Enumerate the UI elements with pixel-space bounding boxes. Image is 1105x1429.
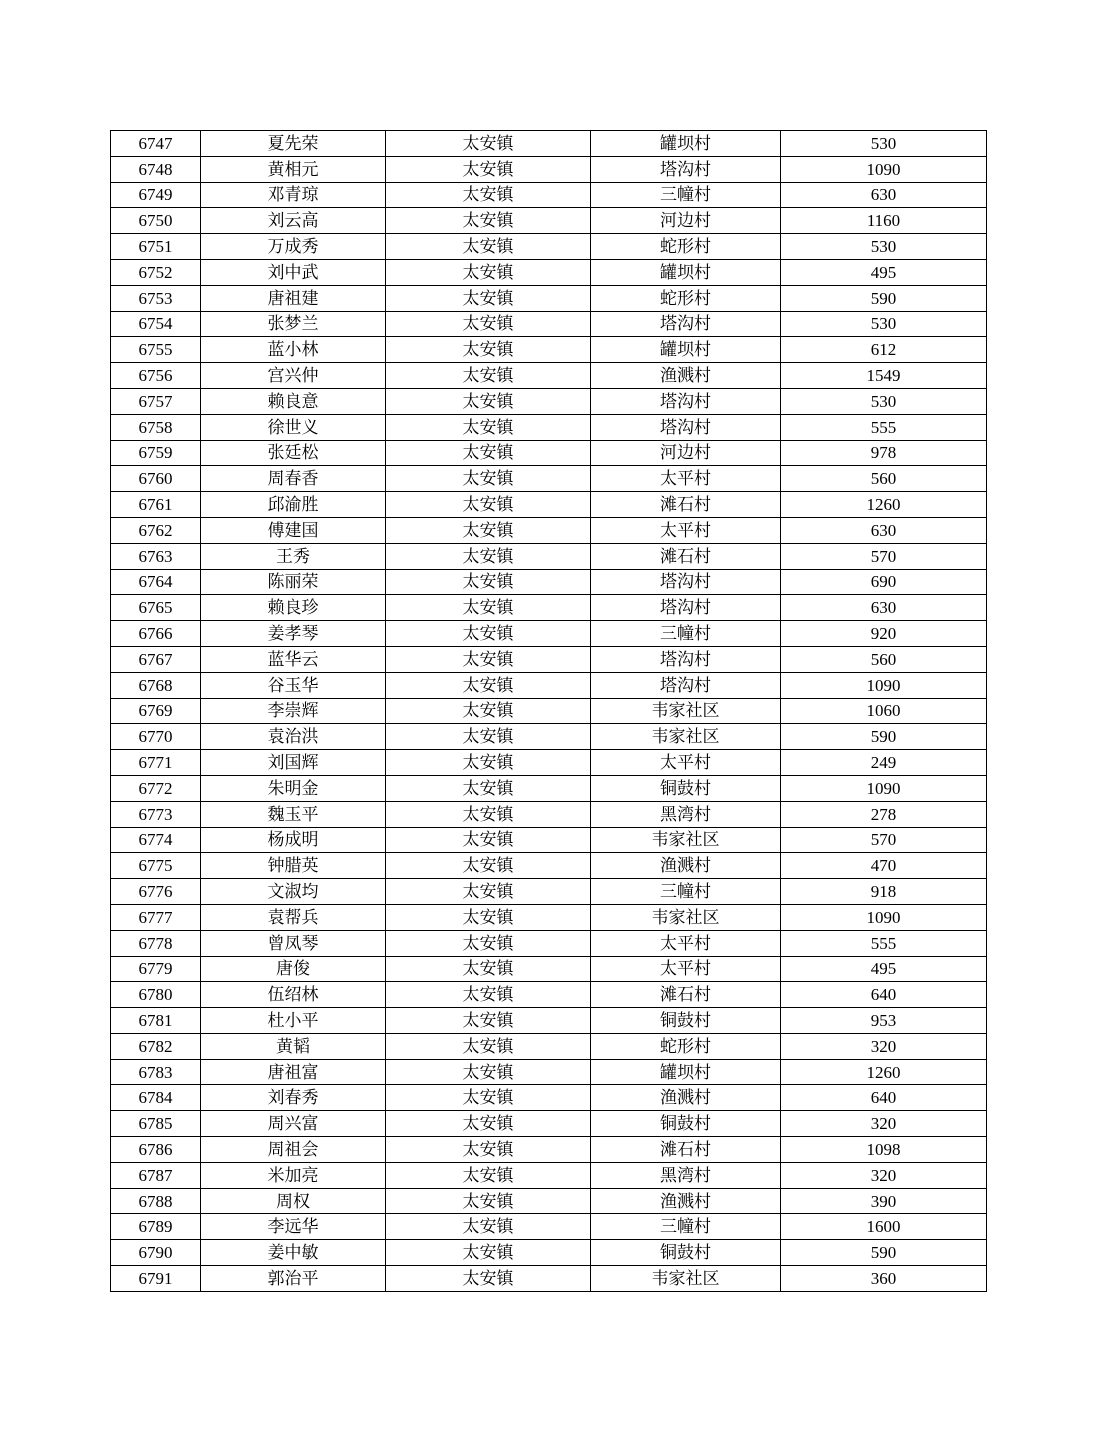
- cell-name: 宫兴仲: [201, 363, 386, 389]
- cell-name: 邱渝胜: [201, 492, 386, 518]
- table-row: [111, 285, 987, 311]
- cell-id: 6758: [111, 414, 201, 440]
- cell-name: 唐俊: [201, 956, 386, 982]
- cell-village: 罐坝村: [591, 131, 781, 157]
- table-row: [111, 879, 987, 905]
- cell-id: 6764: [111, 569, 201, 595]
- cell-village: 塔沟村: [591, 388, 781, 414]
- table-row: [111, 363, 987, 389]
- cell-town: 太安镇: [386, 285, 591, 311]
- cell-town: 太安镇: [386, 517, 591, 543]
- cell-id: 6759: [111, 440, 201, 466]
- cell-town: 太安镇: [386, 208, 591, 234]
- cell-amount: 495: [781, 956, 987, 982]
- cell-id: 6750: [111, 208, 201, 234]
- cell-name: 蓝华云: [201, 646, 386, 672]
- cell-amount: 530: [781, 131, 987, 157]
- cell-name: 钟腊英: [201, 853, 386, 879]
- data-table: [110, 130, 987, 1292]
- cell-village: 滩石村: [591, 492, 781, 518]
- cell-amount: 555: [781, 414, 987, 440]
- cell-village: 罐坝村: [591, 337, 781, 363]
- cell-id: 6780: [111, 982, 201, 1008]
- cell-village: 三幢村: [591, 621, 781, 647]
- cell-name: 刘春秀: [201, 1085, 386, 1111]
- cell-name: 张廷松: [201, 440, 386, 466]
- cell-id: 6762: [111, 517, 201, 543]
- cell-amount: 978: [781, 440, 987, 466]
- cell-town: 太安镇: [386, 956, 591, 982]
- table-row: [111, 1111, 987, 1137]
- cell-id: 6755: [111, 337, 201, 363]
- cell-id: 6772: [111, 775, 201, 801]
- cell-name: 姜中敏: [201, 1240, 386, 1266]
- cell-town: 太安镇: [386, 156, 591, 182]
- cell-id: 6787: [111, 1162, 201, 1188]
- cell-amount: 1260: [781, 492, 987, 518]
- table-row: [111, 1188, 987, 1214]
- table-row: [111, 853, 987, 879]
- cell-id: 6785: [111, 1111, 201, 1137]
- cell-town: 太安镇: [386, 182, 591, 208]
- cell-id: 6768: [111, 672, 201, 698]
- cell-amount: 1098: [781, 1137, 987, 1163]
- cell-village: 塔沟村: [591, 595, 781, 621]
- cell-name: 米加亮: [201, 1162, 386, 1188]
- cell-id: 6769: [111, 698, 201, 724]
- cell-amount: 560: [781, 466, 987, 492]
- cell-town: 太安镇: [386, 1188, 591, 1214]
- table-row: [111, 956, 987, 982]
- cell-amount: 1160: [781, 208, 987, 234]
- cell-village: 罐坝村: [591, 259, 781, 285]
- cell-town: 太安镇: [386, 801, 591, 827]
- cell-town: 太安镇: [386, 259, 591, 285]
- cell-town: 太安镇: [386, 904, 591, 930]
- cell-village: 太平村: [591, 517, 781, 543]
- cell-id: 6765: [111, 595, 201, 621]
- cell-name: 谷玉华: [201, 672, 386, 698]
- cell-name: 傅建国: [201, 517, 386, 543]
- cell-town: 太安镇: [386, 131, 591, 157]
- cell-village: 韦家社区: [591, 698, 781, 724]
- cell-village: 塔沟村: [591, 672, 781, 698]
- cell-name: 唐祖富: [201, 1059, 386, 1085]
- table-row: [111, 646, 987, 672]
- cell-amount: 630: [781, 517, 987, 543]
- cell-name: 刘中武: [201, 259, 386, 285]
- cell-id: 6788: [111, 1188, 201, 1214]
- cell-amount: 640: [781, 982, 987, 1008]
- cell-village: 滩石村: [591, 1137, 781, 1163]
- cell-id: 6782: [111, 1033, 201, 1059]
- cell-village: 蛇形村: [591, 285, 781, 311]
- cell-village: 塔沟村: [591, 156, 781, 182]
- table-row: [111, 982, 987, 1008]
- cell-town: 太安镇: [386, 1137, 591, 1163]
- cell-amount: 1600: [781, 1214, 987, 1240]
- cell-id: 6761: [111, 492, 201, 518]
- cell-name: 曾凤琴: [201, 930, 386, 956]
- cell-village: 黑湾村: [591, 801, 781, 827]
- cell-amount: 530: [781, 234, 987, 260]
- cell-amount: 918: [781, 879, 987, 905]
- cell-town: 太安镇: [386, 1266, 591, 1292]
- table-row: [111, 440, 987, 466]
- table-row: [111, 595, 987, 621]
- cell-name: 蓝小林: [201, 337, 386, 363]
- cell-town: 太安镇: [386, 363, 591, 389]
- cell-town: 太安镇: [386, 1008, 591, 1034]
- cell-name: 刘云高: [201, 208, 386, 234]
- cell-village: 塔沟村: [591, 414, 781, 440]
- cell-id: 6791: [111, 1266, 201, 1292]
- table-row: [111, 698, 987, 724]
- cell-town: 太安镇: [386, 646, 591, 672]
- cell-village: 铜鼓村: [591, 775, 781, 801]
- cell-id: 6776: [111, 879, 201, 905]
- cell-village: 铜鼓村: [591, 1111, 781, 1137]
- cell-id: 6779: [111, 956, 201, 982]
- cell-amount: 278: [781, 801, 987, 827]
- cell-id: 6786: [111, 1137, 201, 1163]
- cell-name: 魏玉平: [201, 801, 386, 827]
- cell-amount: 530: [781, 388, 987, 414]
- cell-village: 三幢村: [591, 182, 781, 208]
- cell-village: 三幢村: [591, 879, 781, 905]
- cell-name: 李崇辉: [201, 698, 386, 724]
- cell-town: 太安镇: [386, 879, 591, 905]
- cell-name: 邓青琼: [201, 182, 386, 208]
- table-row: [111, 569, 987, 595]
- cell-amount: 555: [781, 930, 987, 956]
- table-row: [111, 466, 987, 492]
- cell-town: 太安镇: [386, 1240, 591, 1266]
- cell-name: 杜小平: [201, 1008, 386, 1034]
- cell-name: 周权: [201, 1188, 386, 1214]
- table-row: [111, 156, 987, 182]
- cell-name: 赖良珍: [201, 595, 386, 621]
- cell-town: 太安镇: [386, 750, 591, 776]
- cell-town: 太安镇: [386, 337, 591, 363]
- table-row: [111, 259, 987, 285]
- table-row: [111, 388, 987, 414]
- table-row: [111, 1162, 987, 1188]
- cell-amount: 320: [781, 1162, 987, 1188]
- cell-village: 滩石村: [591, 982, 781, 1008]
- cell-amount: 249: [781, 750, 987, 776]
- cell-village: 塔沟村: [591, 569, 781, 595]
- cell-town: 太安镇: [386, 827, 591, 853]
- cell-id: 6784: [111, 1085, 201, 1111]
- cell-town: 太安镇: [386, 1111, 591, 1137]
- table-row: [111, 208, 987, 234]
- cell-name: 杨成明: [201, 827, 386, 853]
- table-row: [111, 724, 987, 750]
- table-row: [111, 1059, 987, 1085]
- cell-name: 袁帮兵: [201, 904, 386, 930]
- cell-name: 袁治洪: [201, 724, 386, 750]
- table-row: [111, 517, 987, 543]
- cell-town: 太安镇: [386, 1085, 591, 1111]
- cell-town: 太安镇: [386, 543, 591, 569]
- cell-amount: 320: [781, 1111, 987, 1137]
- cell-id: 6763: [111, 543, 201, 569]
- cell-town: 太安镇: [386, 1033, 591, 1059]
- cell-id: 6771: [111, 750, 201, 776]
- cell-amount: 560: [781, 646, 987, 672]
- cell-amount: 470: [781, 853, 987, 879]
- table-row: [111, 543, 987, 569]
- cell-name: 朱明金: [201, 775, 386, 801]
- cell-amount: 612: [781, 337, 987, 363]
- cell-town: 太安镇: [386, 621, 591, 647]
- cell-amount: 1090: [781, 672, 987, 698]
- table-row: [111, 414, 987, 440]
- table-row: [111, 311, 987, 337]
- cell-name: 周兴富: [201, 1111, 386, 1137]
- table-row: [111, 930, 987, 956]
- cell-village: 河边村: [591, 440, 781, 466]
- table-row: [111, 1085, 987, 1111]
- cell-village: 塔沟村: [591, 311, 781, 337]
- cell-village: 铜鼓村: [591, 1008, 781, 1034]
- table-row: [111, 1214, 987, 1240]
- cell-town: 太安镇: [386, 724, 591, 750]
- cell-amount: 570: [781, 827, 987, 853]
- cell-name: 赖良意: [201, 388, 386, 414]
- cell-village: 河边村: [591, 208, 781, 234]
- cell-town: 太安镇: [386, 672, 591, 698]
- table-row: [111, 337, 987, 363]
- cell-amount: 390: [781, 1188, 987, 1214]
- cell-village: 渔溅村: [591, 853, 781, 879]
- cell-amount: 590: [781, 1240, 987, 1266]
- cell-name: 周祖会: [201, 1137, 386, 1163]
- cell-id: 6752: [111, 259, 201, 285]
- table-row: [111, 234, 987, 260]
- cell-village: 塔沟村: [591, 646, 781, 672]
- cell-id: 6748: [111, 156, 201, 182]
- cell-village: 滩石村: [591, 543, 781, 569]
- cell-village: 三幢村: [591, 1214, 781, 1240]
- cell-id: 6749: [111, 182, 201, 208]
- cell-amount: 640: [781, 1085, 987, 1111]
- cell-town: 太安镇: [386, 569, 591, 595]
- table-row: [111, 621, 987, 647]
- cell-name: 李远华: [201, 1214, 386, 1240]
- cell-town: 太安镇: [386, 853, 591, 879]
- cell-id: 6747: [111, 131, 201, 157]
- cell-town: 太安镇: [386, 1214, 591, 1240]
- cell-amount: 530: [781, 311, 987, 337]
- table-row: [111, 492, 987, 518]
- cell-name: 陈丽荣: [201, 569, 386, 595]
- table-row: [111, 1266, 987, 1292]
- cell-town: 太安镇: [386, 492, 591, 518]
- cell-village: 韦家社区: [591, 1266, 781, 1292]
- cell-village: 太平村: [591, 956, 781, 982]
- cell-name: 刘国辉: [201, 750, 386, 776]
- table-body: [111, 131, 987, 1292]
- cell-id: 6757: [111, 388, 201, 414]
- cell-town: 太安镇: [386, 388, 591, 414]
- cell-town: 太安镇: [386, 775, 591, 801]
- cell-village: 韦家社区: [591, 827, 781, 853]
- table-row: [111, 750, 987, 776]
- cell-id: 6753: [111, 285, 201, 311]
- table-row: [111, 1137, 987, 1163]
- cell-name: 徐世义: [201, 414, 386, 440]
- cell-amount: 920: [781, 621, 987, 647]
- cell-id: 6754: [111, 311, 201, 337]
- cell-town: 太安镇: [386, 466, 591, 492]
- cell-town: 太安镇: [386, 414, 591, 440]
- cell-id: 6766: [111, 621, 201, 647]
- cell-amount: 320: [781, 1033, 987, 1059]
- table-row: [111, 1240, 987, 1266]
- table-row: [111, 131, 987, 157]
- cell-id: 6781: [111, 1008, 201, 1034]
- table-row: [111, 775, 987, 801]
- cell-village: 韦家社区: [591, 904, 781, 930]
- cell-village: 铜鼓村: [591, 1240, 781, 1266]
- cell-village: 太平村: [591, 930, 781, 956]
- cell-village: 渔溅村: [591, 1188, 781, 1214]
- cell-id: 6756: [111, 363, 201, 389]
- table-row: [111, 1008, 987, 1034]
- table-row: [111, 904, 987, 930]
- table-row: [111, 182, 987, 208]
- cell-village: 韦家社区: [591, 724, 781, 750]
- cell-id: 6778: [111, 930, 201, 956]
- cell-id: 6777: [111, 904, 201, 930]
- cell-village: 蛇形村: [591, 1033, 781, 1059]
- cell-town: 太安镇: [386, 234, 591, 260]
- cell-name: 夏先荣: [201, 131, 386, 157]
- cell-name: 文淑均: [201, 879, 386, 905]
- cell-village: 渔溅村: [591, 1085, 781, 1111]
- cell-name: 王秀: [201, 543, 386, 569]
- cell-amount: 495: [781, 259, 987, 285]
- cell-village: 太平村: [591, 466, 781, 492]
- cell-village: 罐坝村: [591, 1059, 781, 1085]
- cell-town: 太安镇: [386, 930, 591, 956]
- cell-amount: 1549: [781, 363, 987, 389]
- cell-id: 6773: [111, 801, 201, 827]
- cell-name: 周春香: [201, 466, 386, 492]
- cell-amount: 360: [781, 1266, 987, 1292]
- cell-name: 唐祖建: [201, 285, 386, 311]
- cell-village: 渔溅村: [591, 363, 781, 389]
- cell-name: 黄韬: [201, 1033, 386, 1059]
- cell-amount: 1260: [781, 1059, 987, 1085]
- cell-name: 万成秀: [201, 234, 386, 260]
- cell-name: 黄相元: [201, 156, 386, 182]
- cell-id: 6775: [111, 853, 201, 879]
- table-row: [111, 801, 987, 827]
- cell-id: 6790: [111, 1240, 201, 1266]
- cell-amount: 1090: [781, 775, 987, 801]
- cell-town: 太安镇: [386, 1059, 591, 1085]
- cell-town: 太安镇: [386, 982, 591, 1008]
- table-row: [111, 827, 987, 853]
- cell-name: 张梦兰: [201, 311, 386, 337]
- cell-town: 太安镇: [386, 698, 591, 724]
- cell-amount: 1090: [781, 156, 987, 182]
- cell-town: 太安镇: [386, 311, 591, 337]
- cell-town: 太安镇: [386, 440, 591, 466]
- cell-name: 姜孝琴: [201, 621, 386, 647]
- cell-id: 6767: [111, 646, 201, 672]
- cell-id: 6770: [111, 724, 201, 750]
- cell-amount: 590: [781, 724, 987, 750]
- cell-amount: 630: [781, 182, 987, 208]
- cell-amount: 1090: [781, 904, 987, 930]
- cell-name: 伍绍林: [201, 982, 386, 1008]
- cell-id: 6789: [111, 1214, 201, 1240]
- cell-amount: 630: [781, 595, 987, 621]
- cell-id: 6783: [111, 1059, 201, 1085]
- cell-id: 6774: [111, 827, 201, 853]
- cell-amount: 690: [781, 569, 987, 595]
- cell-amount: 953: [781, 1008, 987, 1034]
- cell-amount: 1060: [781, 698, 987, 724]
- cell-town: 太安镇: [386, 595, 591, 621]
- cell-id: 6751: [111, 234, 201, 260]
- cell-village: 蛇形村: [591, 234, 781, 260]
- cell-name: 郭治平: [201, 1266, 386, 1292]
- cell-town: 太安镇: [386, 1162, 591, 1188]
- cell-amount: 590: [781, 285, 987, 311]
- table-row: [111, 672, 987, 698]
- table-row: [111, 1033, 987, 1059]
- cell-village: 黑湾村: [591, 1162, 781, 1188]
- cell-village: 太平村: [591, 750, 781, 776]
- cell-amount: 570: [781, 543, 987, 569]
- cell-id: 6760: [111, 466, 201, 492]
